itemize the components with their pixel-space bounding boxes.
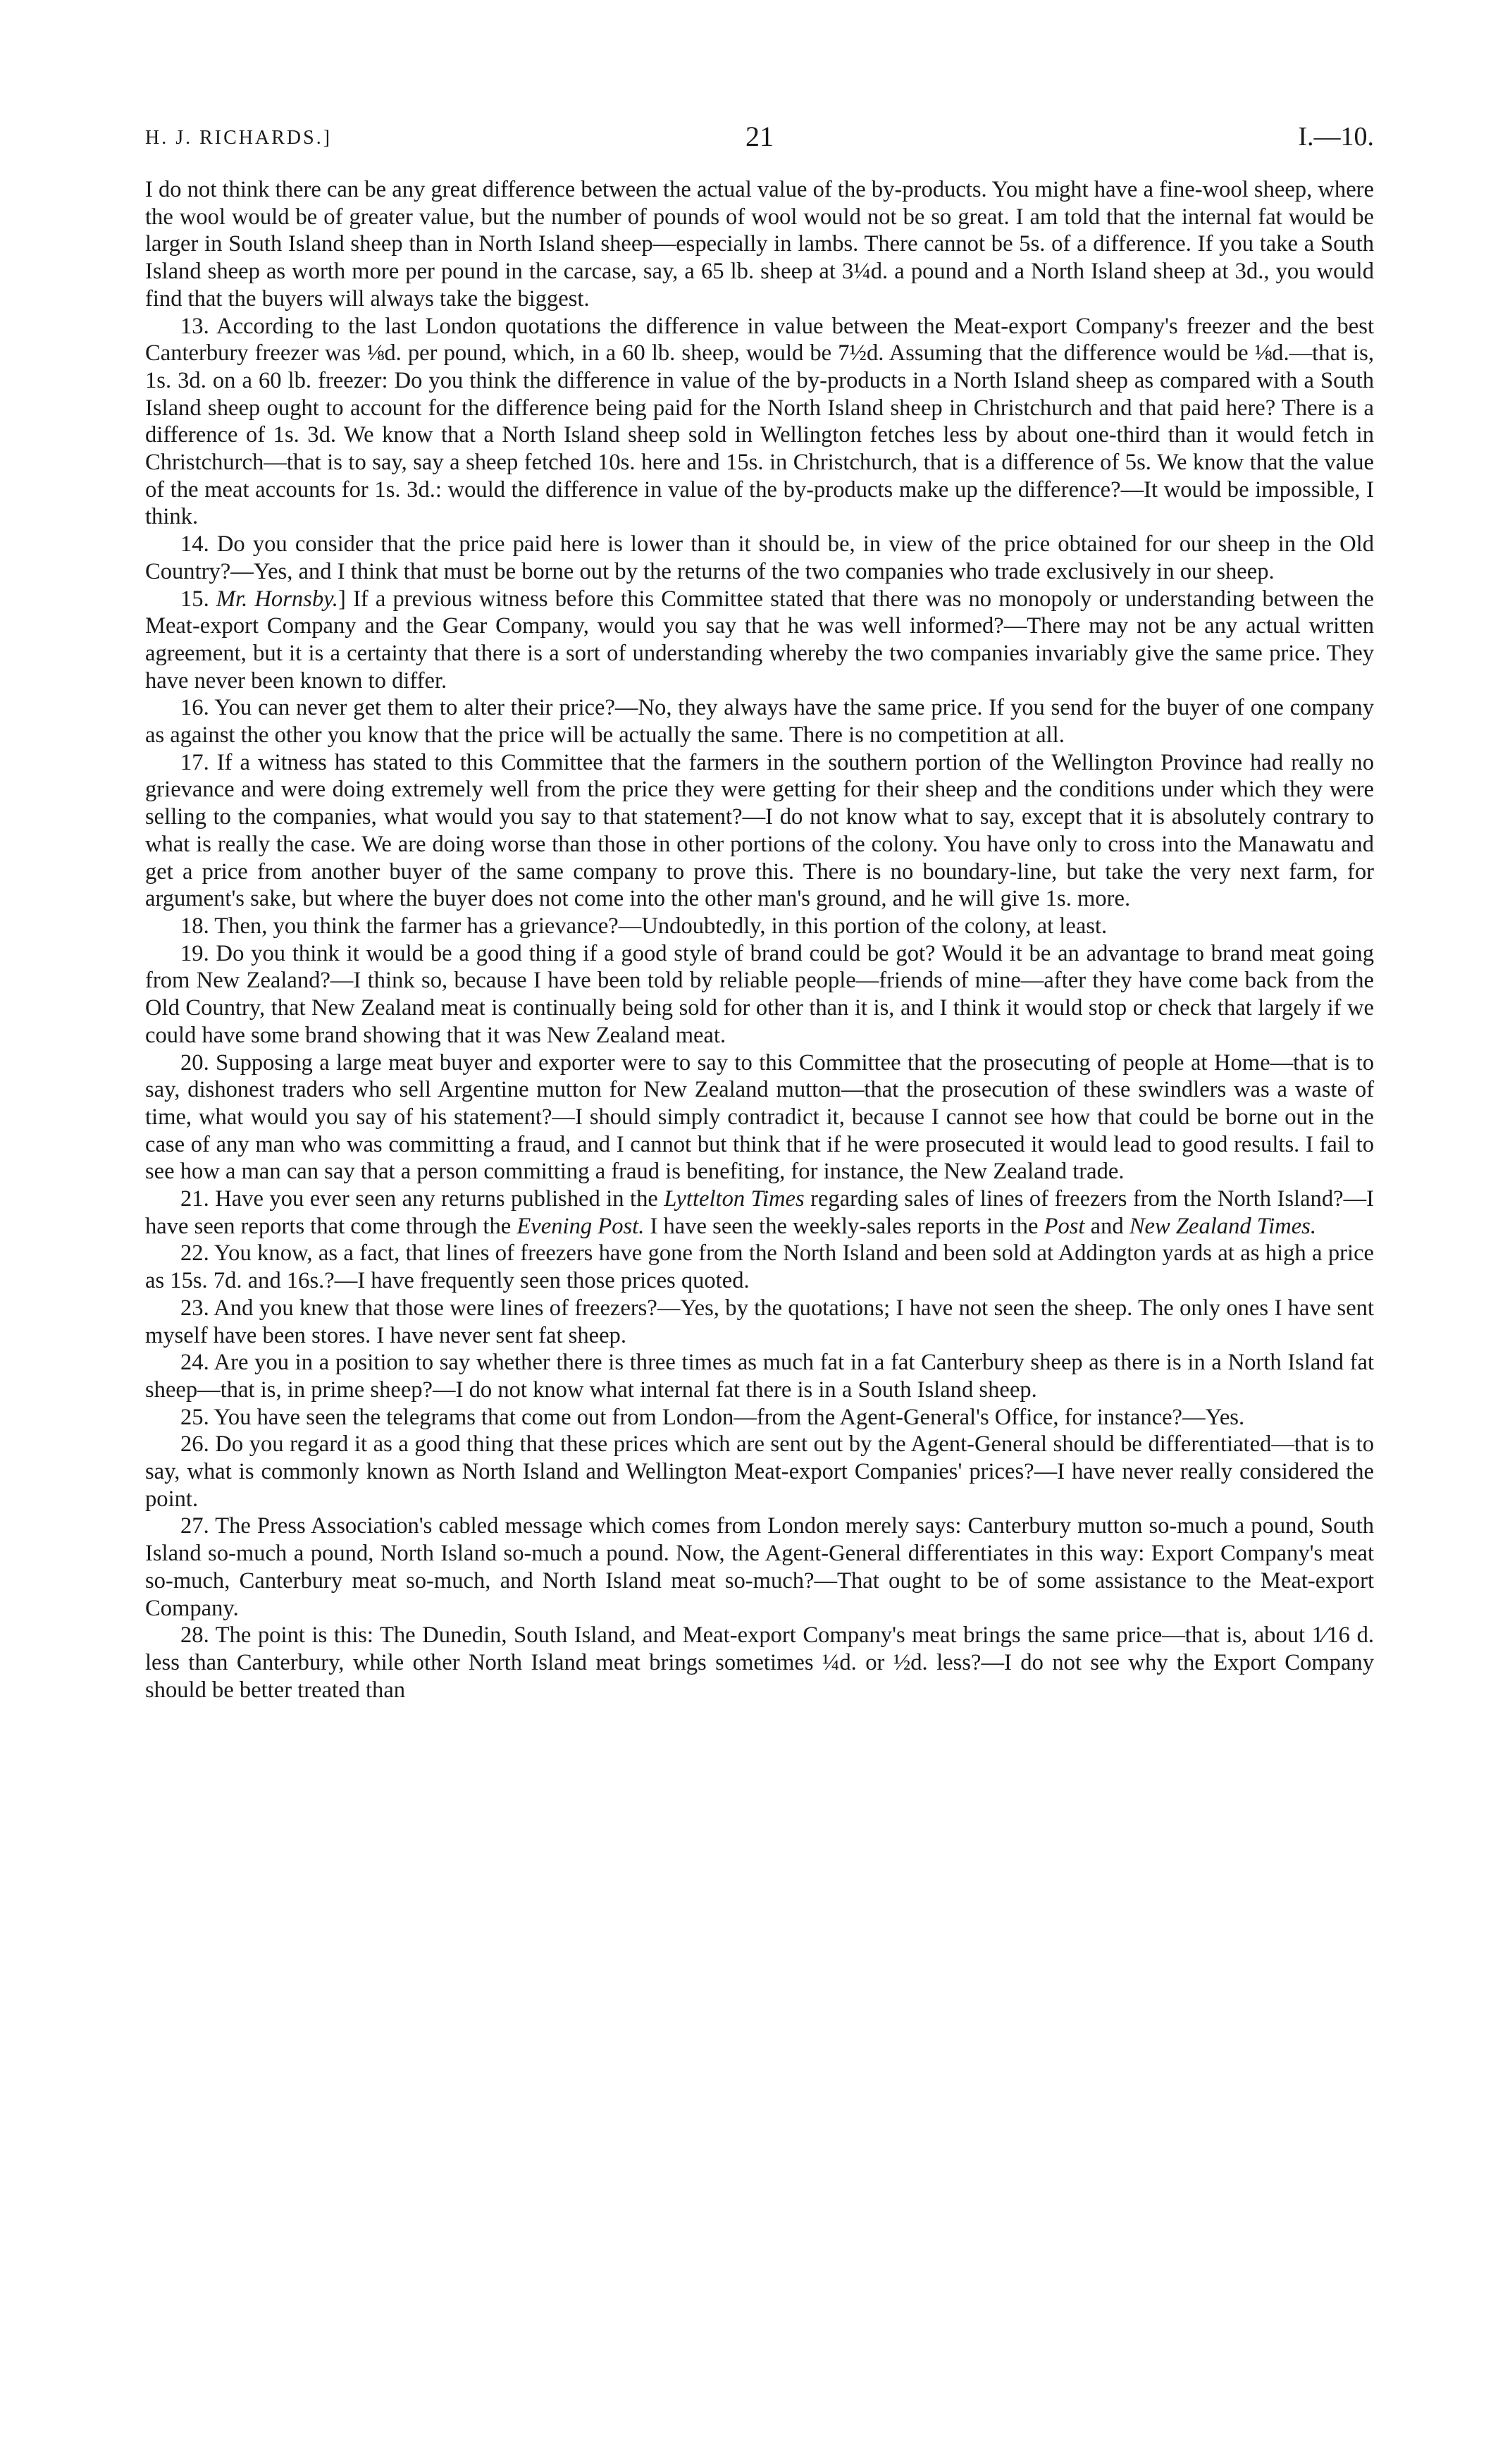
body-text	[145, 176, 1374, 1704]
question-20: 20. Supposing a large meat buyer and exporter were to say to this Committee that the prosecuting of people at Home—that is to say, dishonest traders who sell Argentine mutton for New Zealand mutton—that the prosecution of these swindlers was a waste of time, what would you say of his statement?—I should simply contradict it, because I cannot see how that could be borne out in the case of any man who was committing a fraud, and I cannot but think that if he were prosecuted it would lead to good results. I fail to see how a man can say that a person committing a fraud is benefiting, for instance, the New Zealand trade.	[145, 1049, 1374, 1185]
question-17: 17. If a witness has stated to this Committee that the farmers in the southern portion of the Wellington Province had really no grievance and were doing extremely well from the price they were getting for their sheep and the conditions under which they were selling to the companies, what would you say to that statement?—I do not know what to say, except that it is absolutely contrary to what is really the case. We are doing worse than those in other portions of the colony. You have only to cross into the Manawatu and get a price from another buyer of the same company to prove this. There is no boundary-line, but take the very next farm, for argument's sake, but where the buyer does not come into the other man's ground, and he will give 1s. more.	[145, 749, 1374, 912]
page-number: 21	[745, 121, 774, 152]
newspaper-title: Evening Post.	[516, 1213, 645, 1239]
speaker-name: Mr. Hornsby.	[216, 586, 338, 612]
question-14: 14. Do you consider that the price paid here is lower than it should be, in view of the price obtained for our sheep in the Old Country?—Yes, and I think that must be borne out by the returns of the two companies who trade exclusively in our sheep.	[145, 531, 1374, 584]
newspaper-title: Lyttelton Times	[664, 1186, 805, 1212]
question-21-text-d: and	[1084, 1213, 1129, 1239]
question-13: 13. According to the last London quotations the difference in value between the Meat-export Company's freezer and the best Canterbury freezer was ⅛d. per pound, which, in a 60 lb. sheep, would be 7½d. Assuming that the difference would be ⅛d.—that is, 1s. 3d. on a 60 lb. freezer: Do you think the difference in value of the by-products in a North Island sheep as compared with a South Island sheep ought to account for the difference being paid for the North Island sheep in Christchurch and that paid here? There is a difference of 1s. 3d. We know that a North Island sheep sold in Wellington fetches less by about one-third than it would fetch in Christchurch—that is to say, say a sheep fetched 10s. here and 15s. in Christchurch, that is a difference of 5s. We know that the value of the meat accounts for 1s. 3d.: would the difference in value of the by-products make up the difference?—It would be impossible, I think.	[145, 313, 1374, 530]
question-15-number: 15.	[180, 586, 216, 612]
question-19: 19. Do you think it would be a good thing if a good style of brand could be got? Would it be an advantage to brand meat going from New Zealand?—I think so, because I have been told by reliable people—friends of mine—after they have come back from the Old Country, that New Zealand meat is continually being sold for other than it is, and I think it would stop or check that largely if we could have some brand showing that it was New Zealand meat.	[145, 940, 1374, 1048]
newspaper-title: New Zealand Times.	[1129, 1213, 1316, 1239]
question-28: 28. The point is this: The Dunedin, South Island, and Meat-export Company's meat brings the same price—that is, about 1⁄16 d. less than Canterbury, while other North Island meat brings sometimes ¼d. or ½d. less?—I do not see why the Export Company should be better treated than	[145, 1622, 1374, 1703]
newspaper-title: Post	[1044, 1213, 1085, 1239]
question-21	[145, 1185, 1374, 1240]
question-16: 16. You can never get them to alter their price?—No, they always have the same price. If you send for the buyer of one company as against the other you know that the price will be actually the same. There is no competition at all.	[145, 695, 1374, 749]
question-27: 27. The Press Association's cabled message which comes from London merely says: Canterbury mutton so-much a pound, South Island so-much a pound, North Island so-much a pound. Now, the Agent-General differentiates in this way: Export Company's meat so-much, Canterbury meat so-much, and North Island meat so-much?—That ought to be of some assistance to the Meat-export Company.	[145, 1513, 1374, 1621]
question-21-text-c: I have seen the weekly-sales reports in the	[644, 1213, 1044, 1239]
question-25: 25. You have seen the telegrams that come out from London—from the Agent-General's Office, for instance?—Yes.	[180, 1404, 1245, 1430]
question-26: 26. Do you regard it as a good thing that these prices which are sent out by the Agent-General should be differentiated—that is to say, what is commonly known as North Island and Wellington Meat-export Companies' prices?—I have never really considered the point.	[145, 1431, 1374, 1512]
question-24: 24. Are you in a position to say whether there is three times as much fat in a fat Canterbury sheep as there is in a North Island fat sheep—that is, in prime sheep?—I do not know what internal fat there is in a South Island sheep.	[145, 1350, 1374, 1403]
question-15	[145, 586, 1374, 695]
paper-reference: I.—10.	[1298, 122, 1374, 152]
running-head	[145, 106, 1374, 162]
question-15-text: ] If a previous witness before this Committee stated that there was no monopoly or understanding between the Meat-export Company and the Gear Company, would you say that he was well informed?—There may not be any actual written agreement, but it is a certainty that there is a sort of understanding whereby the two companies invariably give the same price. They have never been known to differ.	[145, 586, 1374, 694]
paragraph-continued: I do not think there can be any great difference between the actual value of the by-products. You might have a fine-wool sheep, where the wool would be of greater value, but the number of pounds of wool would not be so great. I am told that the internal fat would be larger in South Island sheep than in North Island sheep—especially in lambs. There cannot be 5s. of a difference. If you take a South Island sheep as worth more per pound in the carcase, say, a 65 lb. sheep at 3¼d. a pound and a North Island sheep at 3d., you would find that the buyers will always take the biggest.	[145, 177, 1374, 312]
question-18: 18. Then, you think the farmer has a grievance?—Undoubtedly, in this portion of the colony, at least.	[180, 913, 1108, 939]
question-21-text-b: regarding sales of lines of freezers from the North Island?—I have seen reports that come through the	[145, 1186, 1375, 1239]
document-page	[145, 106, 1374, 1704]
witness-name: H. J. RICHARDS.]	[145, 127, 333, 149]
question-22: 22. You know, as a fact, that lines of freezers have gone from the North Island and been sold at Addington yards at as high a price as 15s. 7d. and 16s.?—I have frequently seen those prices quoted.	[145, 1240, 1374, 1294]
question-23: 23. And you knew that those were lines of freezers?—Yes, by the quotations; I have not seen the sheep. The only ones I have sent myself have been stores. I have never sent fat sheep.	[145, 1295, 1374, 1348]
question-21-text-a: 21. Have you ever seen any returns published in the	[180, 1186, 664, 1212]
